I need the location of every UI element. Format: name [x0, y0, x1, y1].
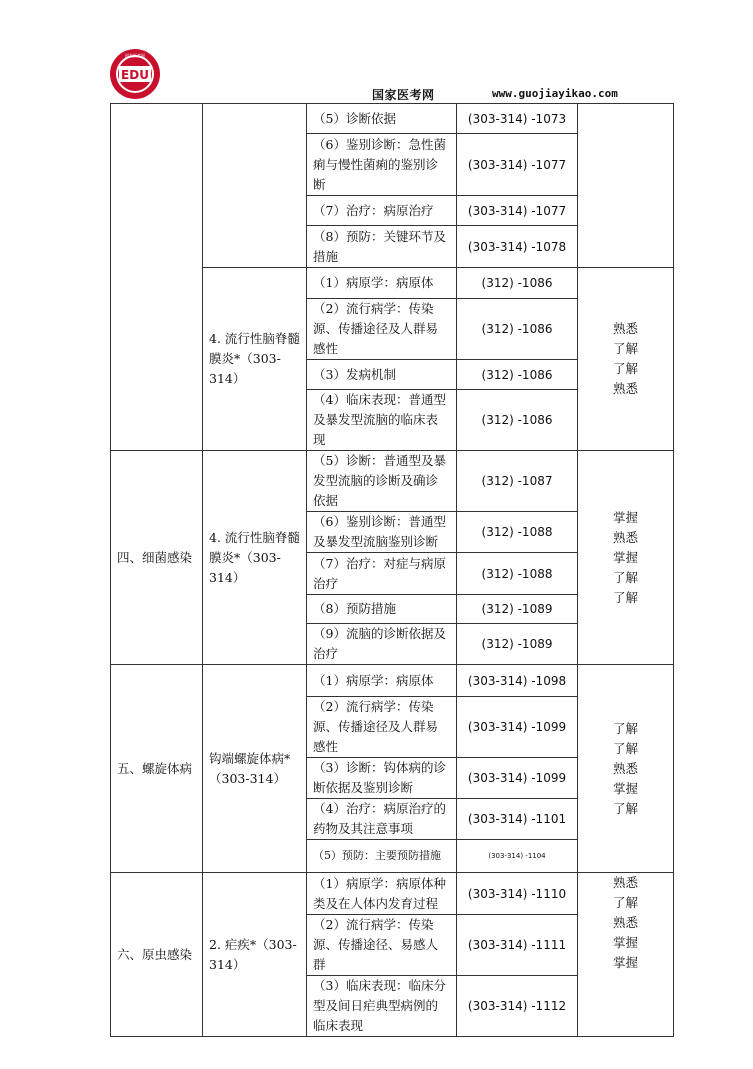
page-ref: (312) -1086: [457, 390, 578, 451]
table-row: [111, 451, 674, 512]
page-ref: (312) -1086: [457, 268, 578, 299]
requirement-level: 了解: [612, 569, 638, 585]
point-cell: （5）诊断依据: [307, 104, 457, 134]
table-row: [111, 873, 674, 915]
requirement-level: 熟悉: [612, 875, 638, 890]
page-ref: (303-314) -1112: [457, 976, 578, 1037]
requirement-cell: [578, 268, 674, 451]
requirement-cell: [578, 873, 674, 1037]
category-cell: 六、原虫感染: [111, 873, 203, 1037]
point-cell: （1）病原学：病原体: [307, 665, 457, 697]
page-ref: (303-314) -1077: [457, 196, 578, 226]
table-row: [111, 104, 674, 134]
header-url: www.guojiayikao.com: [492, 87, 618, 100]
requirement-level: 掌握: [612, 509, 638, 525]
point-cell: （4）治疗：病原治疗的药物及其注意事项: [307, 799, 457, 840]
requirement-level: 了解: [612, 589, 638, 605]
requirement-level: 了解: [612, 800, 638, 816]
requirement-cell: [578, 665, 674, 873]
page-ref: (312) -1089: [457, 624, 578, 665]
point-cell: （7）治疗：病原治疗: [307, 196, 457, 226]
point-cell: （5）诊断：普通型及暴发型流脑的诊断及确诊依据: [307, 451, 457, 512]
point-cell: （2）流行病学：传染源、传播途径及人群易感性: [307, 697, 457, 758]
requirement-level: 掌握: [612, 780, 638, 796]
requirement-level: 熟悉: [612, 321, 638, 336]
page-ref: (312) -1089: [457, 595, 578, 624]
page-ref: (303-314) -1099: [457, 697, 578, 758]
category-cell: [111, 104, 203, 451]
page-ref: (303-314) -1078: [457, 226, 578, 268]
point-cell: （8）预防措施: [307, 595, 457, 624]
requirement-cell: [578, 451, 674, 665]
requirement-level: 掌握: [612, 935, 638, 950]
point-cell: （1）病原学：病原体种类及在人体内发育过程: [307, 873, 457, 915]
logo-ring-text: 国家医考网: [125, 53, 145, 58]
category-cell: 五、螺旋体病: [111, 665, 203, 873]
page-ref: (312) -1088: [457, 512, 578, 553]
page-ref: (312) -1086: [457, 360, 578, 390]
point-cell: （9）流脑的诊断依据及治疗: [307, 624, 457, 665]
logo: [109, 48, 161, 100]
page-ref: (303-314) -1099: [457, 758, 578, 799]
page-ref: (303-314) -1101: [457, 799, 578, 840]
point-cell: （7）治疗：对症与病原治疗: [307, 553, 457, 595]
requirement-level: 熟悉: [612, 381, 638, 396]
requirement-level: 掌握: [612, 549, 638, 565]
requirement-level: 熟悉: [612, 529, 638, 545]
point-cell: （2）流行病学：传染源、传播途径及人群易感性: [307, 299, 457, 360]
requirement-level: 掌握: [612, 955, 638, 970]
requirement-cell: [578, 104, 674, 268]
point-cell: （3）发病机制: [307, 360, 457, 390]
requirement-level: 了解: [612, 740, 638, 756]
requirement-level: 熟悉: [612, 760, 638, 776]
point-cell: （1）病原学：病原体: [307, 268, 457, 299]
page-ref: (303-314) -1104: [457, 840, 578, 873]
requirement-level: 了解: [612, 341, 638, 356]
page-ref: (303-314) -1111: [457, 915, 578, 976]
point-cell: （8）预防：关键环节及措施: [307, 226, 457, 268]
page-ref: (312) -1086: [457, 299, 578, 360]
disease-cell: [203, 104, 307, 268]
category-cell: 四、细菌感染: [111, 451, 203, 665]
point-cell: （5）预防：主要预防措施: [307, 840, 457, 873]
logo-letters: EDU: [121, 68, 149, 82]
point-cell: （2）流行病学：传染源、传播途径、易感人群: [307, 915, 457, 976]
page-ref: (303-314) -1073: [457, 104, 578, 134]
syllabus-table: [110, 103, 674, 1037]
requirement-level: 了解: [612, 895, 638, 910]
point-cell: （3）临床表现：临床分型及间日疟典型病例的临床表现: [307, 976, 457, 1037]
disease-cell: 4. 流行性脑脊髓膜炎*（303-314）: [203, 451, 307, 665]
point-cell: （4）临床表现：普通型及暴发型流脑的临床表现: [307, 390, 457, 451]
disease-cell: 2. 疟疾*（303-314）: [203, 873, 307, 1037]
page-ref: (312) -1087: [457, 451, 578, 512]
header-site-name: 国家医考网: [372, 88, 435, 102]
point-cell: （6）鉴别诊断：急性菌痢与慢性菌痢的鉴别诊断: [307, 134, 457, 196]
requirement-level: 熟悉: [612, 915, 638, 930]
disease-cell: 4. 流行性脑脊髓膜炎*（303-314）: [203, 268, 307, 451]
page-ref: (303-314) -1077: [457, 134, 578, 196]
page-ref: (312) -1088: [457, 553, 578, 595]
table-row: [111, 665, 674, 697]
disease-cell: 钩端螺旋体病*（303-314）: [203, 665, 307, 873]
requirement-level: 了解: [612, 720, 638, 736]
requirement-level: 了解: [612, 361, 638, 376]
page-ref: (303-314) -1098: [457, 665, 578, 697]
point-cell: （6）鉴别诊断：普通型及暴发型流脑鉴别诊断: [307, 512, 457, 553]
page-ref: (303-314) -1110: [457, 873, 578, 915]
point-cell: （3）诊断：钩体病的诊断依据及鉴别诊断: [307, 758, 457, 799]
